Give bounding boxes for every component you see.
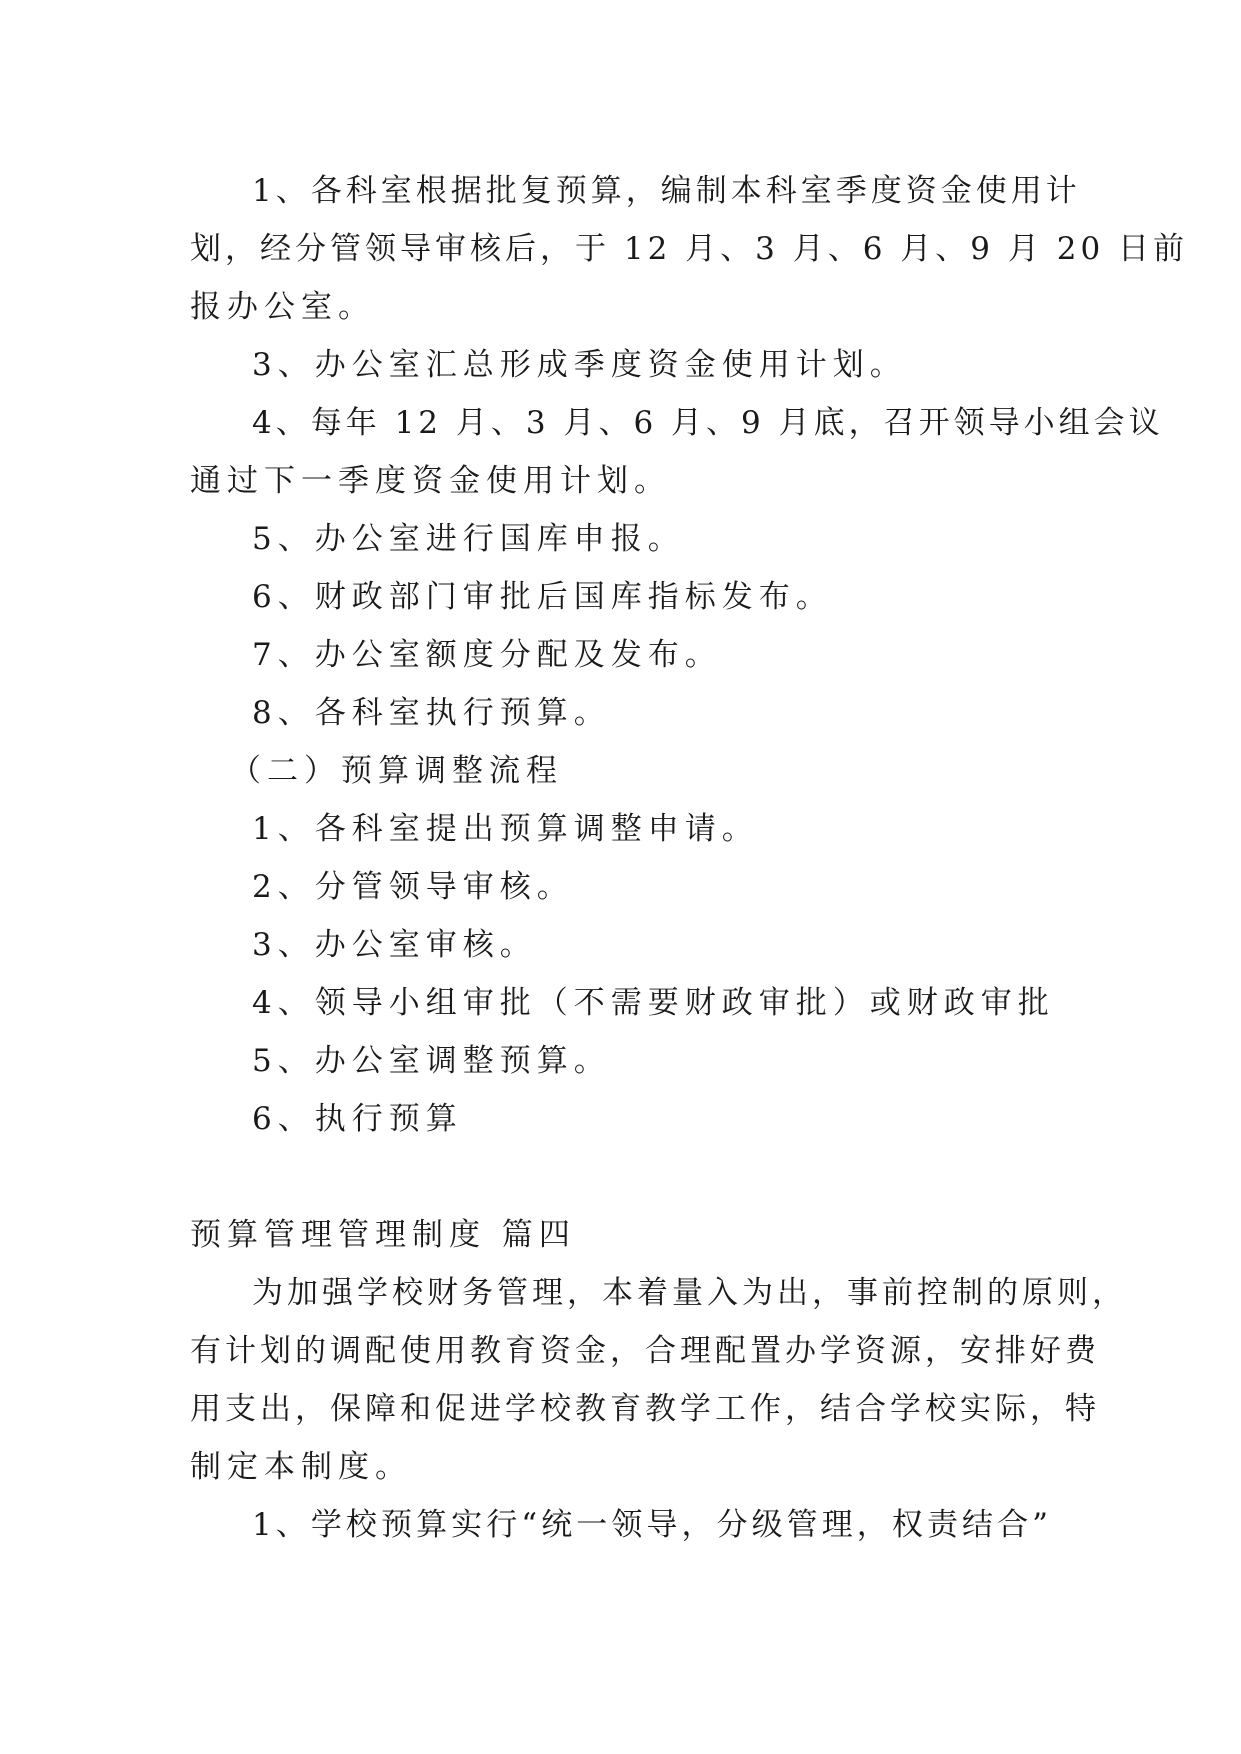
text-line: 1、学校预算实行“统一领导，分级管理，权责结合”: [252, 1507, 1052, 1543]
text-line: 5、办公室调整预算。: [252, 1043, 611, 1079]
chapter-heading: 预算管理管理制度 篇四: [190, 1217, 576, 1253]
text-line: 5、办公室进行国库申报。: [252, 521, 685, 557]
text-line: 4、领导小组审批（不需要财政审批）或财政审批: [252, 985, 1055, 1021]
text-line: 为加强学校财务管理，本着量入为出，事前控制的原则，: [252, 1275, 1127, 1311]
text-line: 有计划的调配使用教育资金，合理配置办学资源，安排好费: [190, 1333, 1100, 1369]
text-line: 8、各科室执行预算。: [252, 695, 611, 731]
text-line: 用支出，保障和促进学校教育教学工作，结合学校实际，特: [190, 1391, 1100, 1427]
paragraph-gap: [190, 1148, 1052, 1206]
text-line: 2、分管领导审核。: [252, 869, 574, 905]
text-line: 制定本制度。: [190, 1449, 412, 1485]
section-heading: （二）预算调整流程: [230, 753, 563, 789]
text-line: 3、办公室审核。: [252, 927, 537, 963]
text-line: 7、办公室额度分配及发布。: [252, 637, 722, 673]
text-line: 6、执行预算: [252, 1101, 463, 1137]
document-body: [190, 162, 1189, 1554]
text-line: 6、财政部门审批后国库指标发布。: [252, 579, 833, 615]
text-line: 报办公室。: [190, 289, 375, 325]
text-line: 1、各科室根据批复预算，编制本科室季度资金使用计: [252, 173, 1081, 209]
text-line: 1、各科室提出预算调整申请。: [252, 811, 759, 847]
text-line: 通过下一季度资金使用计划。: [190, 463, 671, 499]
text-line: 划，经分管领导审核后，于 12 月、3 月、6 月、9 月 20 日前: [190, 231, 1189, 267]
text-line: 4、每年 12 月、3 月、6 月、9 月底，召开领导小组会议: [252, 405, 1164, 441]
text-line: 3、办公室汇总形成季度资金使用计划。: [252, 347, 907, 383]
